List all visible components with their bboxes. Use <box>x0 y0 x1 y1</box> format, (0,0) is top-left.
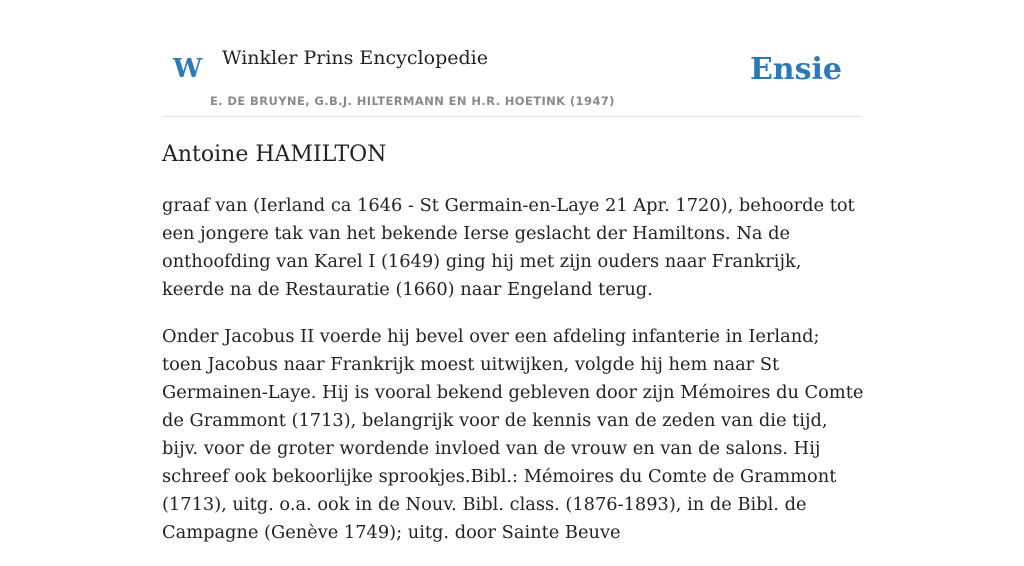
source-authors: E. DE BRUYNE, G.B.J. HILTERMANN EN H.R. HOETINK (1947) <box>210 94 615 108</box>
article-paragraph: graaf van (Ierland ca 1646 - St Germain-en-Laye 21 Apr. 1720), behoorde tot een jongere tak van het bekende Ierse geslacht der Hamiltons. Na de onthoofding van Karel I (1649) ging hij met zijn ouders naar Frankrijk, keerde na de Restauratie (1660) naar Engeland terug. <box>162 195 855 300</box>
article-body <box>162 192 864 566</box>
article-title: Antoine HAMILTON <box>162 142 387 167</box>
article-paragraph: Onder Jacobus II voerde hij bevel over een afdeling infanterie in Ierland; toen Jacobus naar Frankrijk moest uitwijken, volgde hij hem naar St Germainen-Laye. Hij is vooral bekend gebleven door zijn Mémoires du Comte de Grammont (1713), belangrijk voor de kennis van de zeden van die tijd, bijv. voor de groter wordende invloed van de vrouw en van de salons. Hij schreef ook bekoorlijke sprookjes.Bibl.: Mémoires du Comte de Grammont (1713), uitg. o.a. ook in de Nouv. Bibl. class. (1876-1893), in de Bibl. de Campagne (Genève 1749); uitg. door Sainte Beuve <box>162 326 864 543</box>
ensie-logo-link[interactable]: Ensie <box>749 52 842 87</box>
site-header <box>162 0 862 117</box>
site-title[interactable]: Winkler Prins Encyclopedie <box>222 47 488 69</box>
winkler-prins-logo[interactable]: W <box>173 54 203 84</box>
